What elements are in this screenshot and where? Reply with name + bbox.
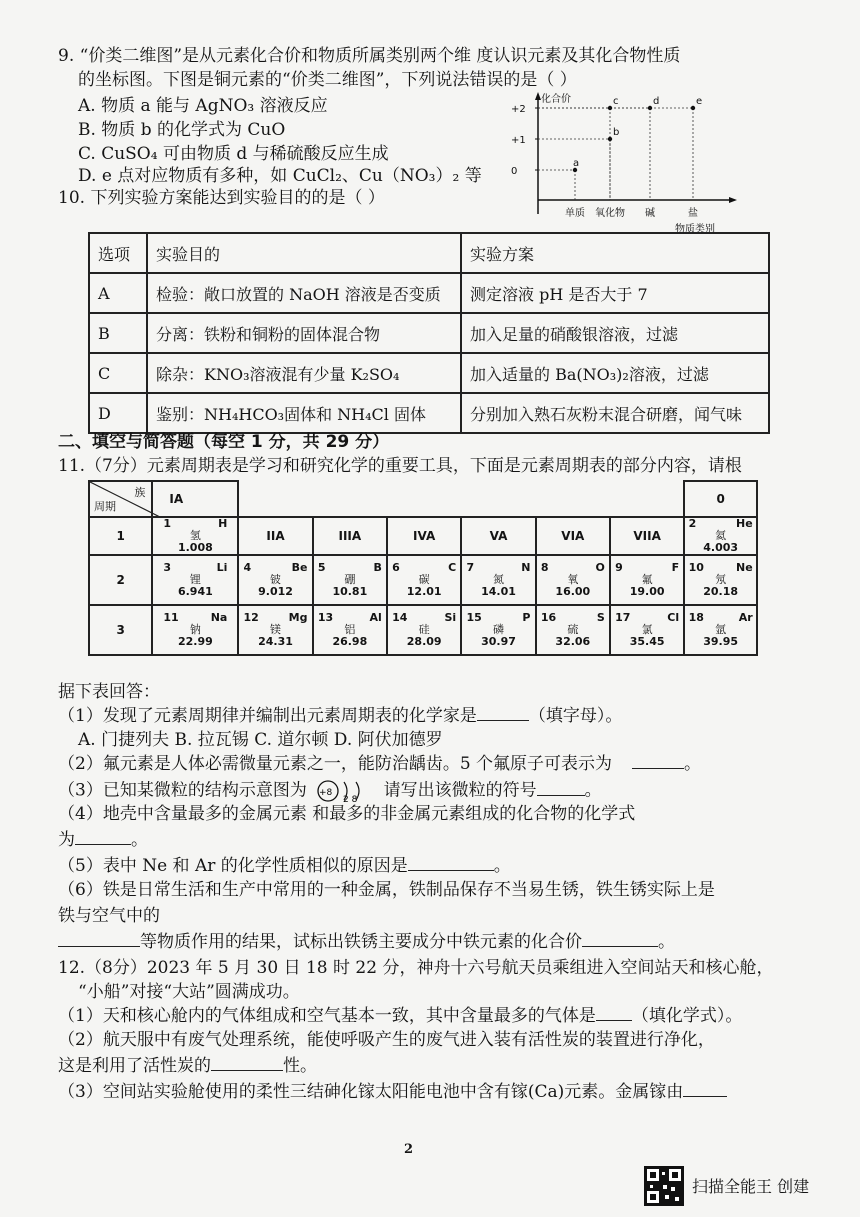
element-p-cell: 15 P 磷 30.97 xyxy=(461,605,535,655)
q10-row-a-purpose: 检验：敞口放置的 NaOH 溶液是否变质 xyxy=(147,273,461,313)
footer-watermark: 扫描全能王 创建 xyxy=(692,1177,810,1196)
group-via-header: VIA xyxy=(536,517,610,555)
chart-point-label: e xyxy=(696,96,703,107)
q11-part4: （4）地壳中含量最多的金属元素 和最多的非金属元素组成的化合物的化学式 xyxy=(58,804,636,824)
chart-point-e xyxy=(691,106,695,110)
element-si-cell: 14 Si 硅 28.09 xyxy=(387,605,461,655)
group-iva-header: IVA xyxy=(387,517,461,555)
chart-xcat-label: 氧化物 xyxy=(595,208,625,219)
q10-row-c-purpose: 除杂：KNO₃溶液混有少量 K₂SO₄ xyxy=(147,353,461,393)
q12-stem-line2: “小船”对接“大站”圆满成功。 xyxy=(78,982,300,1002)
q11-part5: （5）表中 Ne 和 Ar 的化学性质相似的原因是 。 xyxy=(58,856,511,876)
qr-code-icon xyxy=(644,1166,684,1206)
element-b-cell: 5 B 硼 10.81 xyxy=(313,555,387,605)
q10-stem: 10. 下列实验方案能达到实验目的的是（ ） xyxy=(58,188,385,208)
q12-part2-line1: （2）航天服中有废气处理系统，能使呼吸产生的废气进入装有活性炭的装置进行净化， xyxy=(58,1030,715,1050)
element-o-cell: 8 O 氧 16.00 xyxy=(536,555,610,605)
chart-ytick-label: +1 xyxy=(511,135,526,146)
q10-row-a-option: A xyxy=(89,273,147,313)
chart-point-label: b xyxy=(613,127,620,138)
element-h-cell: 1 H 氢 1.008 xyxy=(152,517,238,555)
q9-option-d: D. e 点对应物质有多种，如 CuCl₂、Cu（NO₃）₂ 等 xyxy=(78,166,482,186)
answer-blank[interactable] xyxy=(537,795,585,796)
q11-part6-line3: 等物质作用的结果，试标出铁锈主要成分中铁元素的化合价 。 xyxy=(58,930,675,954)
group-0-header: 0 xyxy=(684,481,757,517)
chart-xcat-label: 单质 xyxy=(565,208,585,219)
chart-xcat-label: 碱 xyxy=(645,208,655,219)
answer-blank[interactable] xyxy=(75,844,131,845)
q11-part2: （2）氟元素是人体必需微量元素之一，能防治龋齿。5 个氟原子可表示为 。 xyxy=(58,754,702,774)
table-row xyxy=(89,313,769,353)
group-iia-header: IIA xyxy=(238,517,312,555)
q11-stem: 11.（7分）元素周期表是学习和研究化学的重要工具，下面是元素周期表的部分内容，请根 xyxy=(58,456,742,476)
element-cl-cell: 17 Cl 氯 35.45 xyxy=(610,605,684,655)
element-n-cell: 7 N 氮 14.01 xyxy=(461,555,535,605)
group-va-header: VA xyxy=(461,517,535,555)
q9-stem-line2: 的坐标图。下图是铜元素的“价类二维图”，下列说法错误的是（ ） xyxy=(78,70,577,90)
element-f-cell: 9 F 氟 19.00 xyxy=(610,555,684,605)
chart-point-c xyxy=(608,106,612,110)
period-2-label: 2 xyxy=(89,555,152,605)
q11-part3: （3）已知某微粒的结构示意图为 +8 2 8 请写出该微粒的符号 。 xyxy=(58,778,602,804)
element-c-cell: 6 C 碳 12.01 xyxy=(387,555,461,605)
q10-row-a-plan: 测定溶液 pH 是否大于 7 xyxy=(461,273,769,313)
answer-blank[interactable] xyxy=(683,1096,727,1097)
q12-part1: （1）天和核心舱内的气体组成和空气基本一致，其中含量最多的气体是 （填化学式）。 xyxy=(58,1006,743,1026)
q10-header-row xyxy=(89,233,769,273)
page-number: 2 xyxy=(404,1142,414,1157)
atom-structure-diagram xyxy=(316,778,374,804)
q12-part3: （3）空间站实验舱使用的柔性三结砷化镓太阳能电池中含有镓(Ca)元素。金属镓由 xyxy=(58,1080,727,1104)
q9-option-c: C. CuSO₄ 可由物质 d 与稀硫酸反应生成 xyxy=(78,144,389,164)
element-be-cell: 4 Be 铍 9.012 xyxy=(238,555,312,605)
q10-header-purpose: 实验目的 xyxy=(147,233,461,273)
q11-part4-answer: 为 。 xyxy=(58,830,148,850)
q10-row-d-purpose: 鉴别：NH₄HCO₃固体和 NH₄Cl 固体 xyxy=(147,393,461,433)
element-li-cell: 3 Li 锂 6.941 xyxy=(152,555,238,605)
q10-row-c-option: C xyxy=(89,353,147,393)
valence-category-chart xyxy=(505,88,750,236)
q12-stem-line1: 12.（8分）2023 年 5 月 30 日 18 时 22 分，神舟十六号航天员乘组进入空间站天和核心舱， xyxy=(58,958,774,978)
element-ar-cell: 18 Ar 氩 39.95 xyxy=(684,605,757,655)
chart-point-d xyxy=(648,106,652,110)
periodic-corner-cell xyxy=(89,481,152,517)
q9-option-a: A. 物质 a 能与 AgNO₃ 溶液反应 xyxy=(78,96,328,116)
answer-blank[interactable] xyxy=(582,946,658,947)
q11-part6-line1: （6）铁是日常生活和生产中常用的一种金属，铁制品保存不当易生锈，铁生锈实际上是 xyxy=(58,880,715,900)
q11-part6-line2: 铁与空气中的 xyxy=(58,906,160,926)
section-heading: 二、填空与简答题（每空 1 分，共 29 分） xyxy=(58,432,390,452)
chart-ytick-label: +2 xyxy=(511,104,526,115)
q10-table xyxy=(88,232,770,434)
answer-blank[interactable] xyxy=(477,720,529,721)
chart-point-b xyxy=(608,137,612,141)
table-row xyxy=(89,273,769,313)
chart-x-arrow xyxy=(729,197,737,203)
chart-ylabel: 化合价 xyxy=(541,94,571,105)
chart-xlabel: 物质类别 xyxy=(675,224,715,235)
chart-point-label: d xyxy=(653,96,660,107)
corner-period-label: 周期 xyxy=(94,500,116,513)
periodic-table xyxy=(88,480,758,656)
q9-option-b: B. 物质 b 的化学式为 CuO xyxy=(78,120,286,140)
chart-point-label: a xyxy=(573,158,580,169)
q9-stem-line1: 9. “价类二维图”是从元素化合价和物质所属类别两个维 度认识元素及其化合物性质 xyxy=(58,46,681,66)
table-row xyxy=(89,353,769,393)
periodic-gap xyxy=(238,481,684,517)
q11-lead: 据下表回答： xyxy=(58,682,160,702)
group-viia-header: VIIA xyxy=(610,517,684,555)
q11-part1: （1）发现了元素周期律并编制出元素周期表的化学家是 （填字母）。 xyxy=(58,706,623,726)
q10-row-b-option: B xyxy=(89,313,147,353)
group-iiia-header: IIIA xyxy=(313,517,387,555)
element-al-cell: 13 Al 铝 26.98 xyxy=(313,605,387,655)
q10-row-d-plan: 分别加入熟石灰粉末混合研磨，闻气味 xyxy=(461,393,769,433)
answer-blank[interactable] xyxy=(632,768,684,769)
element-ne-cell: 10 Ne 氖 20.18 xyxy=(684,555,757,605)
period-1-label: 1 xyxy=(89,517,152,555)
q10-header-option: 选项 xyxy=(89,233,147,273)
q10-row-b-purpose: 分离：铁粉和铜粉的固体混合物 xyxy=(147,313,461,353)
q12-part2-line2: 这是利用了活性炭的 性。 xyxy=(58,1056,317,1076)
q10-row-d-option: D xyxy=(89,393,147,433)
element-he-cell: 2 He 氦 4.003 xyxy=(684,517,757,555)
nucleus-charge: +8 xyxy=(319,788,333,798)
element-s-cell: 16 S 硫 32.06 xyxy=(536,605,610,655)
element-na-cell: 11 Na 钠 22.99 xyxy=(152,605,238,655)
table-row xyxy=(89,393,769,433)
chart-point-label: c xyxy=(613,96,619,107)
q10-row-c-plan: 加入适量的 Ba(NO₃)₂溶液，过滤 xyxy=(461,353,769,393)
q10-header-plan: 实验方案 xyxy=(461,233,769,273)
answer-blank[interactable] xyxy=(408,870,494,871)
period-3-label: 3 xyxy=(89,605,152,655)
q10-row-b-plan: 加入足量的硝酸银溶液，过滤 xyxy=(461,313,769,353)
q11-part1-options: A. 门捷列夫 B. 拉瓦锡 C. 道尔顿 D. 阿伏加德罗 xyxy=(78,730,443,750)
element-mg-cell: 12 Mg 镁 24.31 xyxy=(238,605,312,655)
answer-blank[interactable] xyxy=(596,1020,632,1021)
corner-group-label: 族 xyxy=(134,486,146,499)
group-ia-header: IA xyxy=(152,481,238,517)
answer-blank[interactable] xyxy=(58,946,140,947)
chart-xcat-label: 盐 xyxy=(688,208,698,219)
chart-ytick-label: 0 xyxy=(511,166,518,177)
answer-blank[interactable] xyxy=(211,1070,283,1071)
shell-electrons: 2 8 xyxy=(343,795,358,804)
